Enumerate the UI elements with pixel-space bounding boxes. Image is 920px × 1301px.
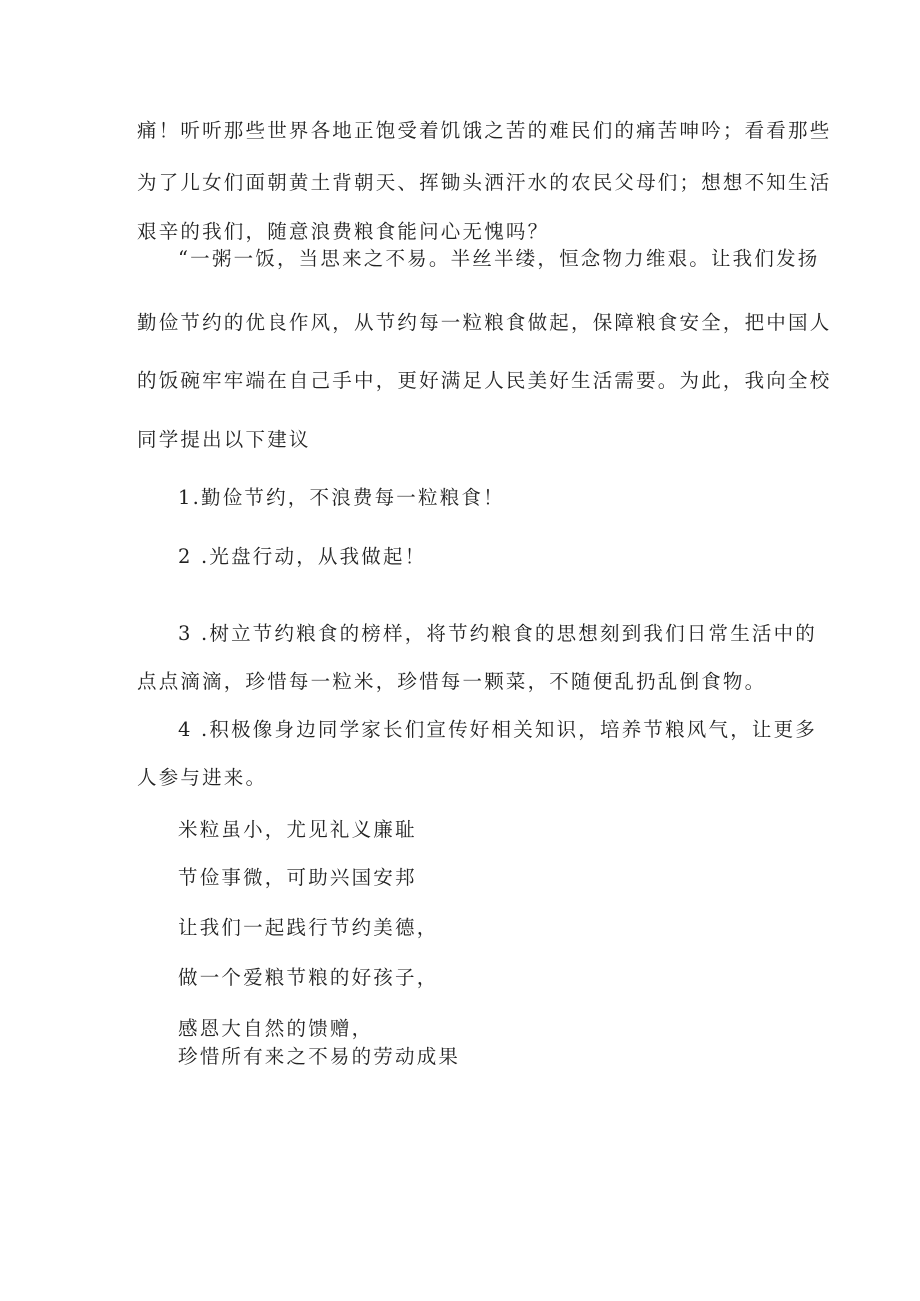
text-line: 痛！听听那些世界各地正饱受着饥饿之苦的难民们的痛苦呻吟；看看那些	[137, 119, 832, 142]
verse-line: 珍惜所有来之不易的劳动成果	[178, 1045, 461, 1068]
verse-line: 节俭事微，可助兴国安邦	[178, 866, 417, 889]
text-line: 的饭碗牢牢端在自己手中，更好满足人民美好生活需要。为此，我向全校	[137, 369, 832, 392]
verse-line: 感恩大自然的馈赠，	[178, 1017, 374, 1040]
text-line: “一粥一饭，当思来之不易。半丝半缕，恒念物力维艰。让我们发扬	[178, 247, 820, 270]
suggestion-item: 3 .树立节约粮食的榜样，将节约粮食的思想刻到我们日常生活中的	[178, 622, 818, 645]
suggestion-item: 4 .积极像身边同学家长们宣传好相关知识，培养节粮风气，让更多	[178, 718, 818, 741]
verse-line: 做一个爱粮节粮的好孩子，	[178, 966, 439, 989]
text-line: 同学提出以下建议	[137, 428, 311, 451]
suggestion-item-continuation: 点点滴滴，珍惜每一粒米，珍惜每一颗菜，不随便乱扔乱倒食物。	[137, 670, 767, 693]
suggestion-item: 2 .光盘行动，从我做起！	[178, 545, 427, 568]
suggestion-item: 1.勤俭节约，不浪费每一粒粮食！	[178, 486, 505, 509]
text-line: 为了儿女们面朝黄土背朝天、挥锄头洒汗水的农民父母们；想想不知生活	[137, 171, 832, 194]
suggestion-item-continuation: 人参与进来。	[137, 766, 268, 789]
verse-line: 米粒虽小，尤见礼义廉耻	[178, 818, 417, 841]
text-line: 艰辛的我们，随意浪费粮食能问心无愧吗？	[137, 220, 550, 243]
text-line: 勤俭节约的优良作风，从节约每一粒粮食做起，保障粮食安全，把中国人	[137, 311, 832, 334]
verse-line: 让我们一起践行节约美德，	[178, 916, 439, 939]
